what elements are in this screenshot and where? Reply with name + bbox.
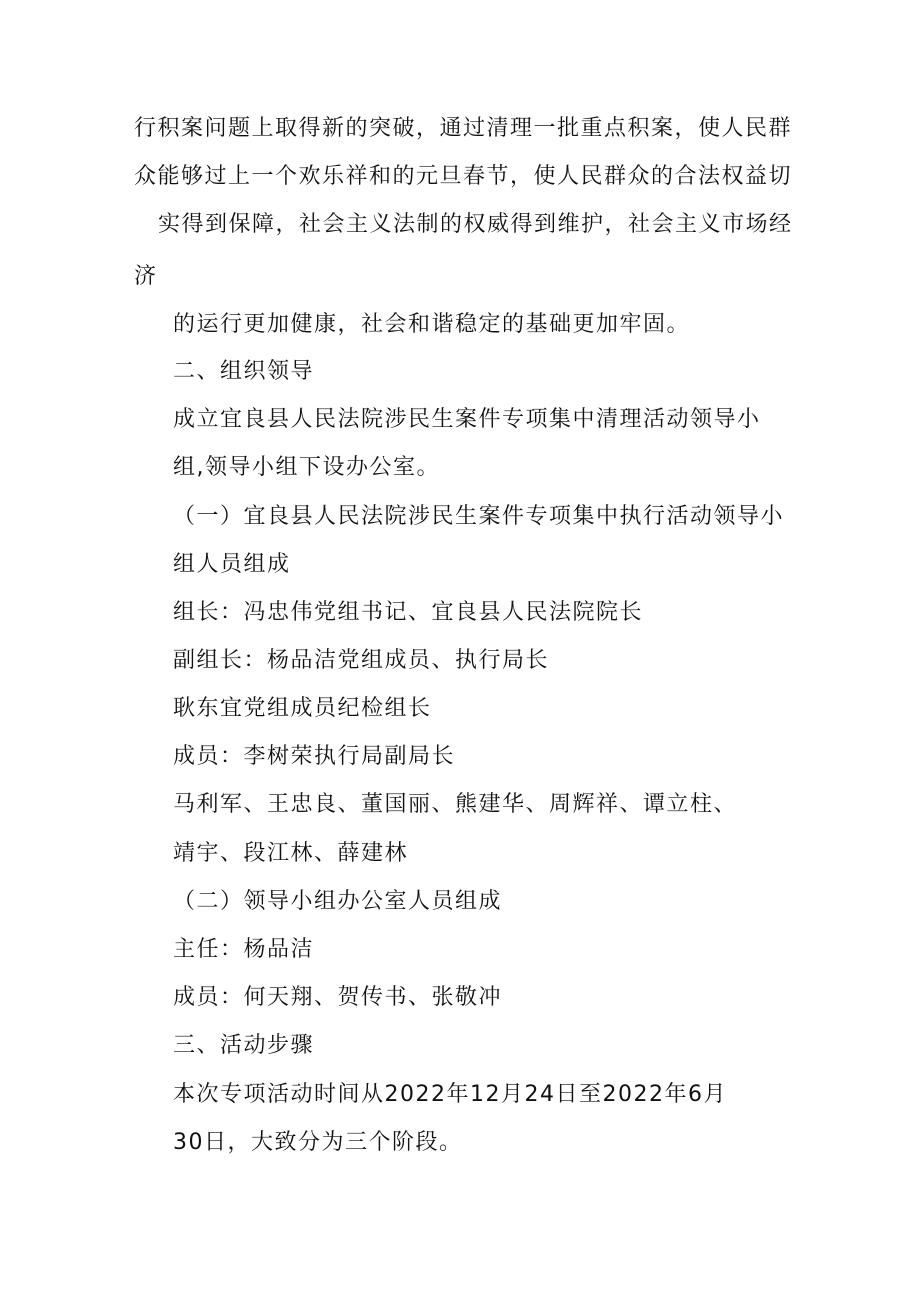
deputy-leader-line-2: 耿东宜党组成员纪检组长 [173, 696, 432, 721]
paragraph-line-2: 众能够过上一个欢乐祥和的元旦春节，使人民群众的合法权益切 [134, 164, 793, 189]
office-members-line: 成员：何天翔、贺传书、张敬冲 [173, 985, 503, 1010]
office-director-line: 主任：杨品洁 [173, 937, 315, 962]
paragraph-line-10: 组人员组成 [173, 552, 291, 577]
paragraph-line-5: 的运行更加健康，社会和谐稳定的基础更加牢固。 [173, 312, 691, 337]
subheading-office-composition: （二）领导小组办公室人员组成 [173, 889, 503, 914]
paragraph-line-21: 本次专项活动时间从2022年12月24日至2022年6月 [173, 1082, 727, 1107]
section-heading-organization: 二、组织领导 [173, 359, 315, 384]
paragraph-line-7: 成立宜良县人民法院涉民生案件专项集中清理活动领导小 [173, 407, 761, 432]
paragraph-line-3: 实得到保障，社会主义法制的权威得到维护，社会主义市场经 [158, 212, 793, 237]
section-heading-steps: 三、活动步骤 [173, 1033, 315, 1058]
paragraph-line-8: 组,领导小组下设办公室。 [173, 455, 440, 480]
group-leader-line: 组长：冯忠伟党组书记、宜良县人民法院院长 [173, 600, 644, 625]
members-list-line-2: 靖宇、段江林、薛建林 [173, 841, 409, 866]
paragraph-line-1: 行积案问题上取得新的突破，通过清理一批重点积案，使人民群 [134, 116, 793, 141]
subheading-group-composition: （一）宜良县人民法院涉民生案件专项集中执行活动领导小 [173, 504, 785, 529]
paragraph-line-4: 济 [134, 264, 158, 289]
deputy-leader-line: 副组长：杨品洁党组成员、执行局长 [173, 648, 550, 673]
members-list-line-1: 马利军、王忠良、董国丽、熊建华、周辉祥、谭立柱、 [173, 792, 738, 817]
members-line: 成员：李树荣执行局副局长 [173, 744, 456, 769]
paragraph-line-22: 30日，大致分为三个阶段。 [173, 1130, 463, 1155]
